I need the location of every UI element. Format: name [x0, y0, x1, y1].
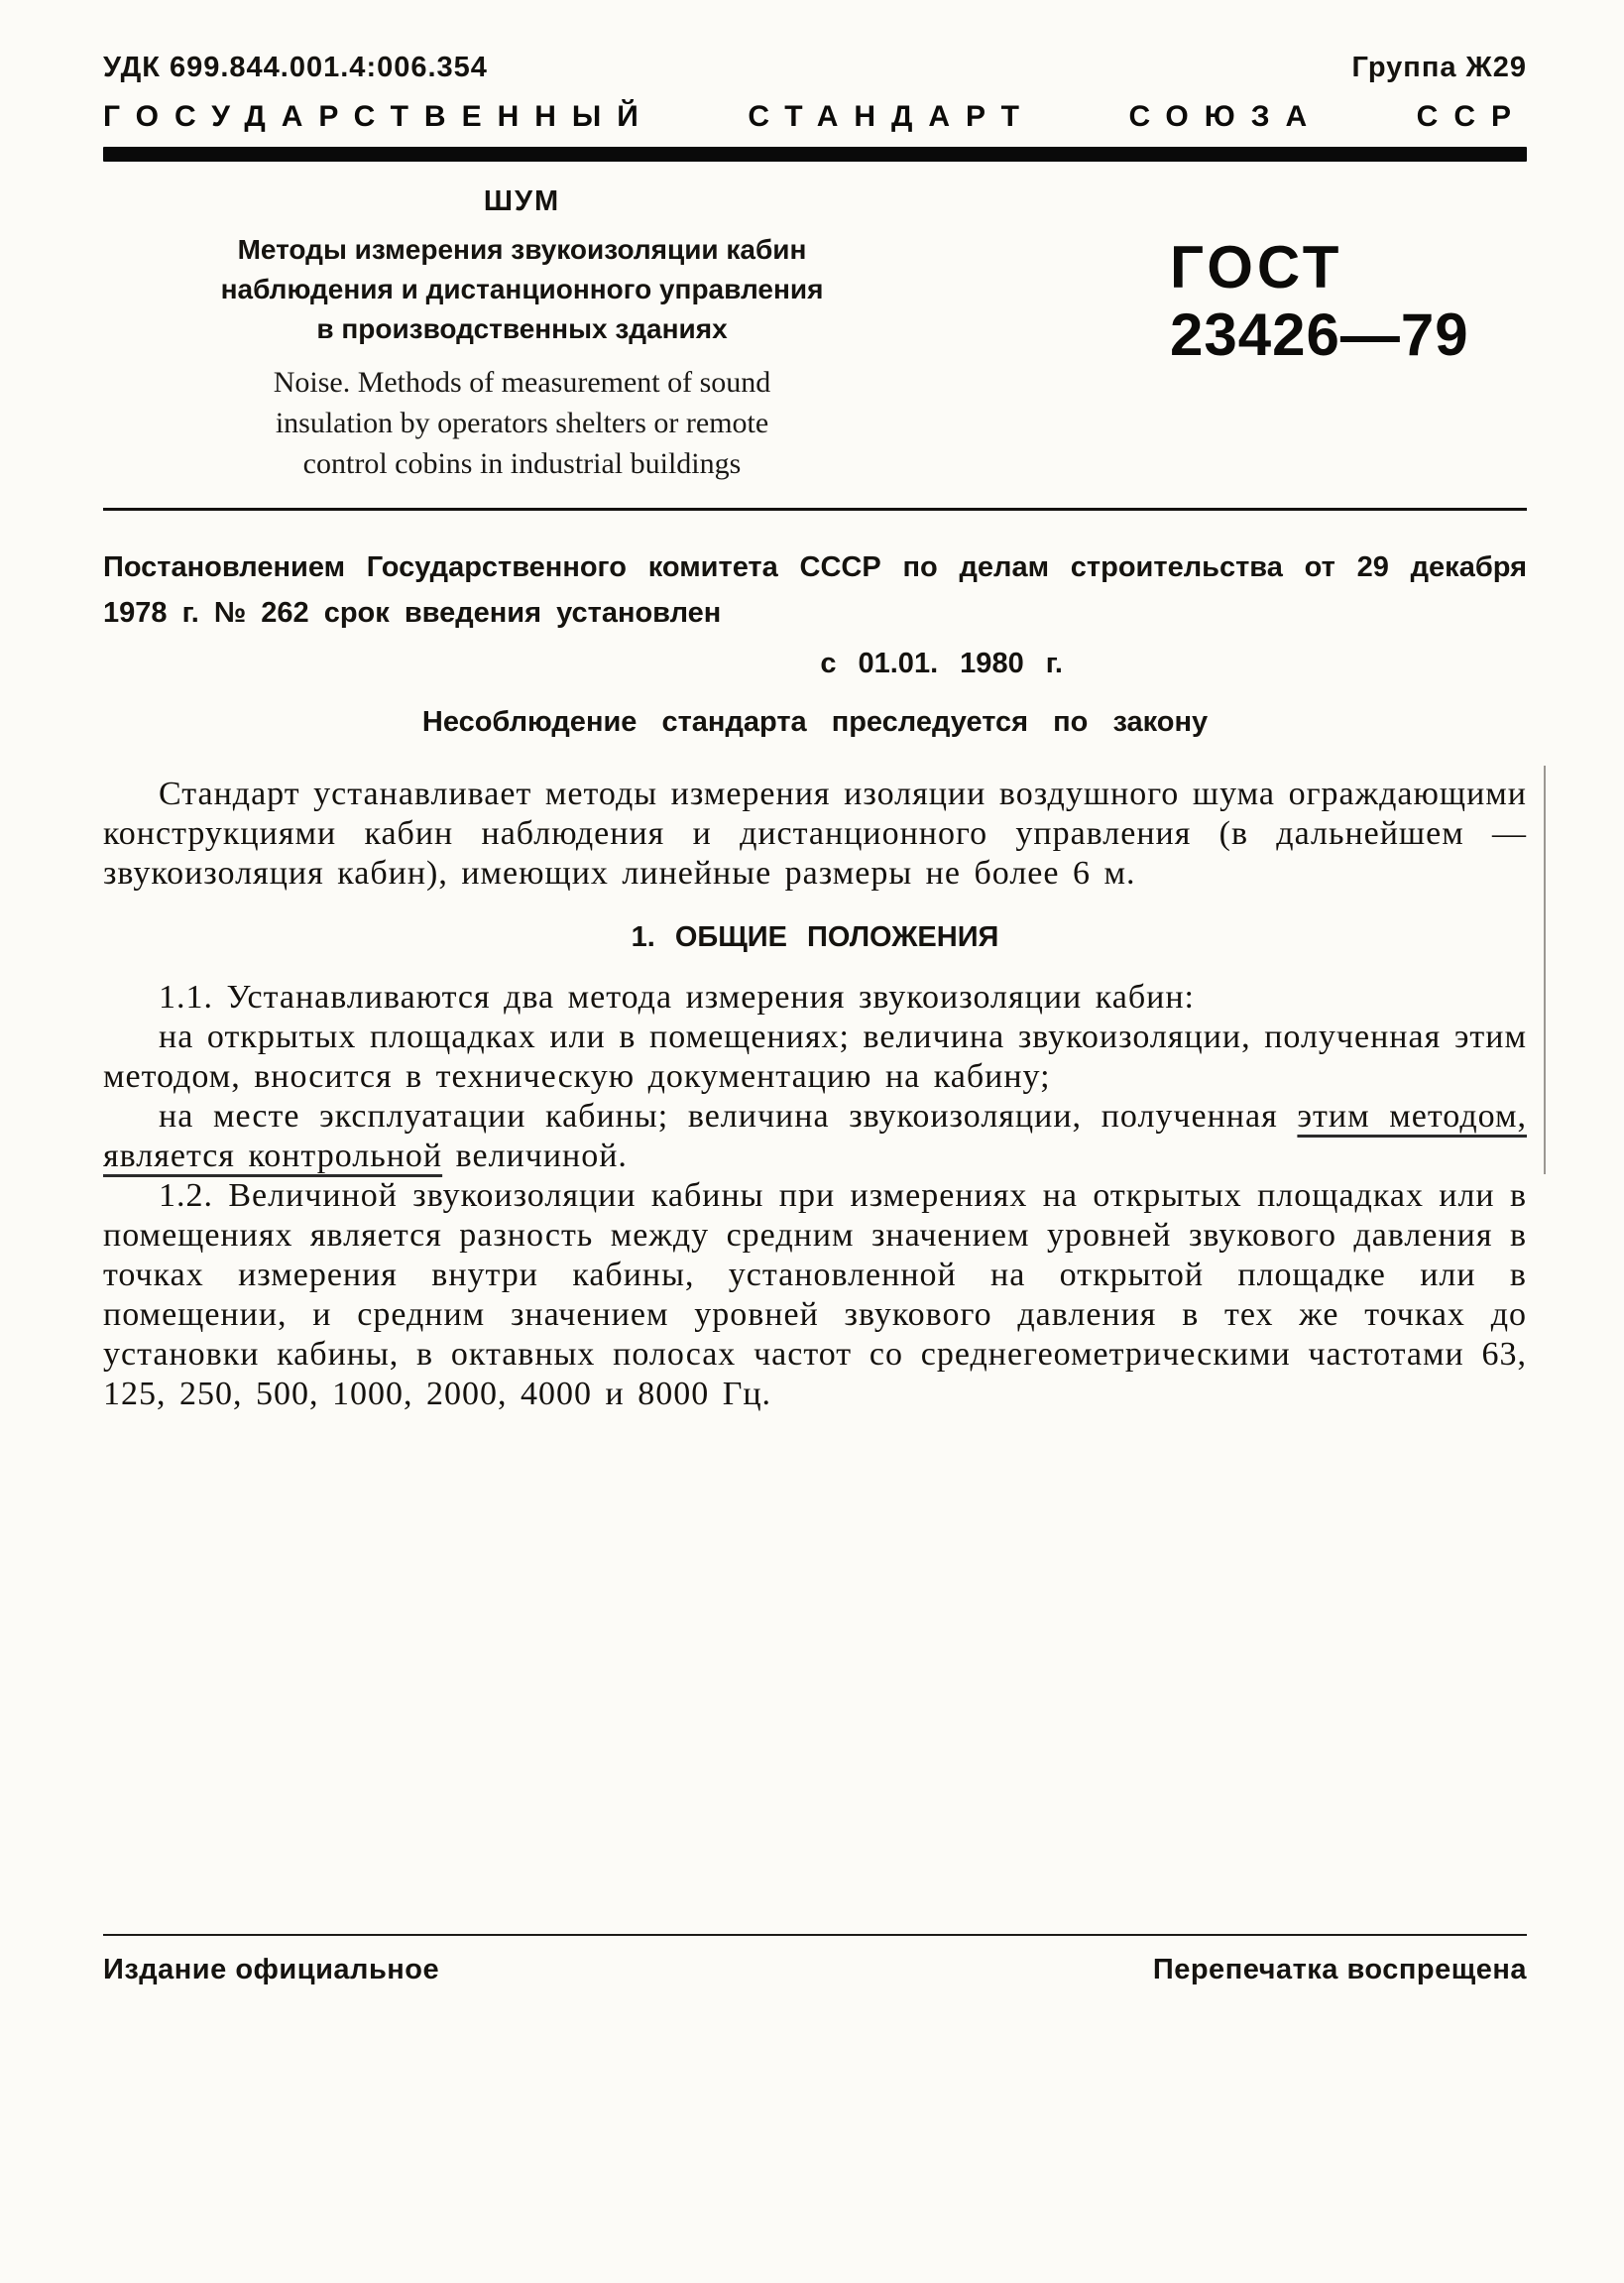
header-rule-bar	[103, 147, 1527, 162]
paragraph-1-1-item-b	[103, 1097, 1527, 1176]
footer-reprint-notice: Перепечатка воспрещена	[1152, 1954, 1527, 1985]
subject-title: ШУМ	[483, 185, 561, 217]
title-english-line: control cobins in industrial buildings	[302, 447, 742, 480]
separator-rule	[103, 508, 1527, 511]
title-russian-line: Методы измерения звукоизоляции кабин	[237, 234, 807, 265]
document-body	[103, 775, 1527, 1414]
standard-header-title: ГОСУДАРСТВЕННЫЙ СТАНДАРТ СОЮЗА ССР	[103, 100, 1527, 133]
paragraph-1-1-item-a: на открытых площадках или в помещениях; величина звукоизоляции, полученная этим методом, вносится в техническую документацию на кабину;	[103, 1019, 1527, 1095]
effective-date: с 01.01. 1980 г.	[820, 648, 1063, 679]
title-english-line: insulation by operators shelters or remote	[275, 407, 769, 439]
title-english-line: Noise. Methods of measurement of sound	[273, 366, 771, 399]
pen-underlined-phrase: этим методом, является контрольной	[103, 1098, 1527, 1174]
page-footer	[103, 1934, 1527, 1986]
title-russian	[103, 230, 941, 349]
paragraph-1-2: 1.2. Величиной звукоизоляции кабины при измерениях на открытых площадках или в помещениях является разность между средним значением уровней звукового давления в точках измерения внутри кабины, установленной на открытой площадке или в помещении, и средним значением уровней звукового давления в тех же точках до установки кабины, в октавных полосах частот со среднегеометрическими частотами 63, 125, 250, 500, 1000, 2000, 4000 и 8000 Гц.	[103, 1177, 1527, 1412]
item-b-text-end: величиной.	[442, 1138, 628, 1174]
title-english	[103, 362, 941, 484]
gost-number: 23426—79	[1170, 301, 1469, 368]
item-b-text-start: на месте эксплуатации кабины; величина звукоизоляции, полученная	[159, 1098, 1298, 1135]
meta-row	[103, 52, 1527, 84]
paragraph-1-1: 1.1. Устанавливаются два метода измерения звукоизоляции кабин:	[159, 979, 1195, 1016]
title-russian-line: наблюдения и дистанционного управления	[220, 274, 824, 304]
scan-artifact-line	[1544, 766, 1546, 1174]
group-code: Группа Ж29	[1351, 52, 1527, 83]
law-notice: Несоблюдение стандарта преследуется по закону	[421, 706, 1209, 738]
enactment-paragraph: Постановлением Государственного комитета СССР по делам строительства от 29 декабря 1978 г. № 262 срок введения установлен	[103, 551, 1527, 629]
footer-official-edition: Издание официальное	[103, 1954, 440, 1985]
udk-number: УДК 699.844.001.4:006.354	[103, 52, 488, 83]
intro-paragraph: Стандарт устанавливает методы измерения изоляции воздушного шума ограждающими конструкциями кабин наблюдения и дистанционного управления (в дальнейшем — звукоизоляция кабин), имеющих линейные размеры не более 6 м.	[103, 776, 1527, 892]
title-block	[103, 185, 941, 484]
title-russian-line: в производственных зданиях	[316, 313, 728, 344]
section-title: 1. ОБЩИЕ ПОЛОЖЕНИЯ	[631, 921, 999, 953]
gost-label: ГОСТ	[1170, 234, 1343, 300]
title-section	[103, 185, 1527, 484]
gost-designation	[1170, 185, 1527, 484]
